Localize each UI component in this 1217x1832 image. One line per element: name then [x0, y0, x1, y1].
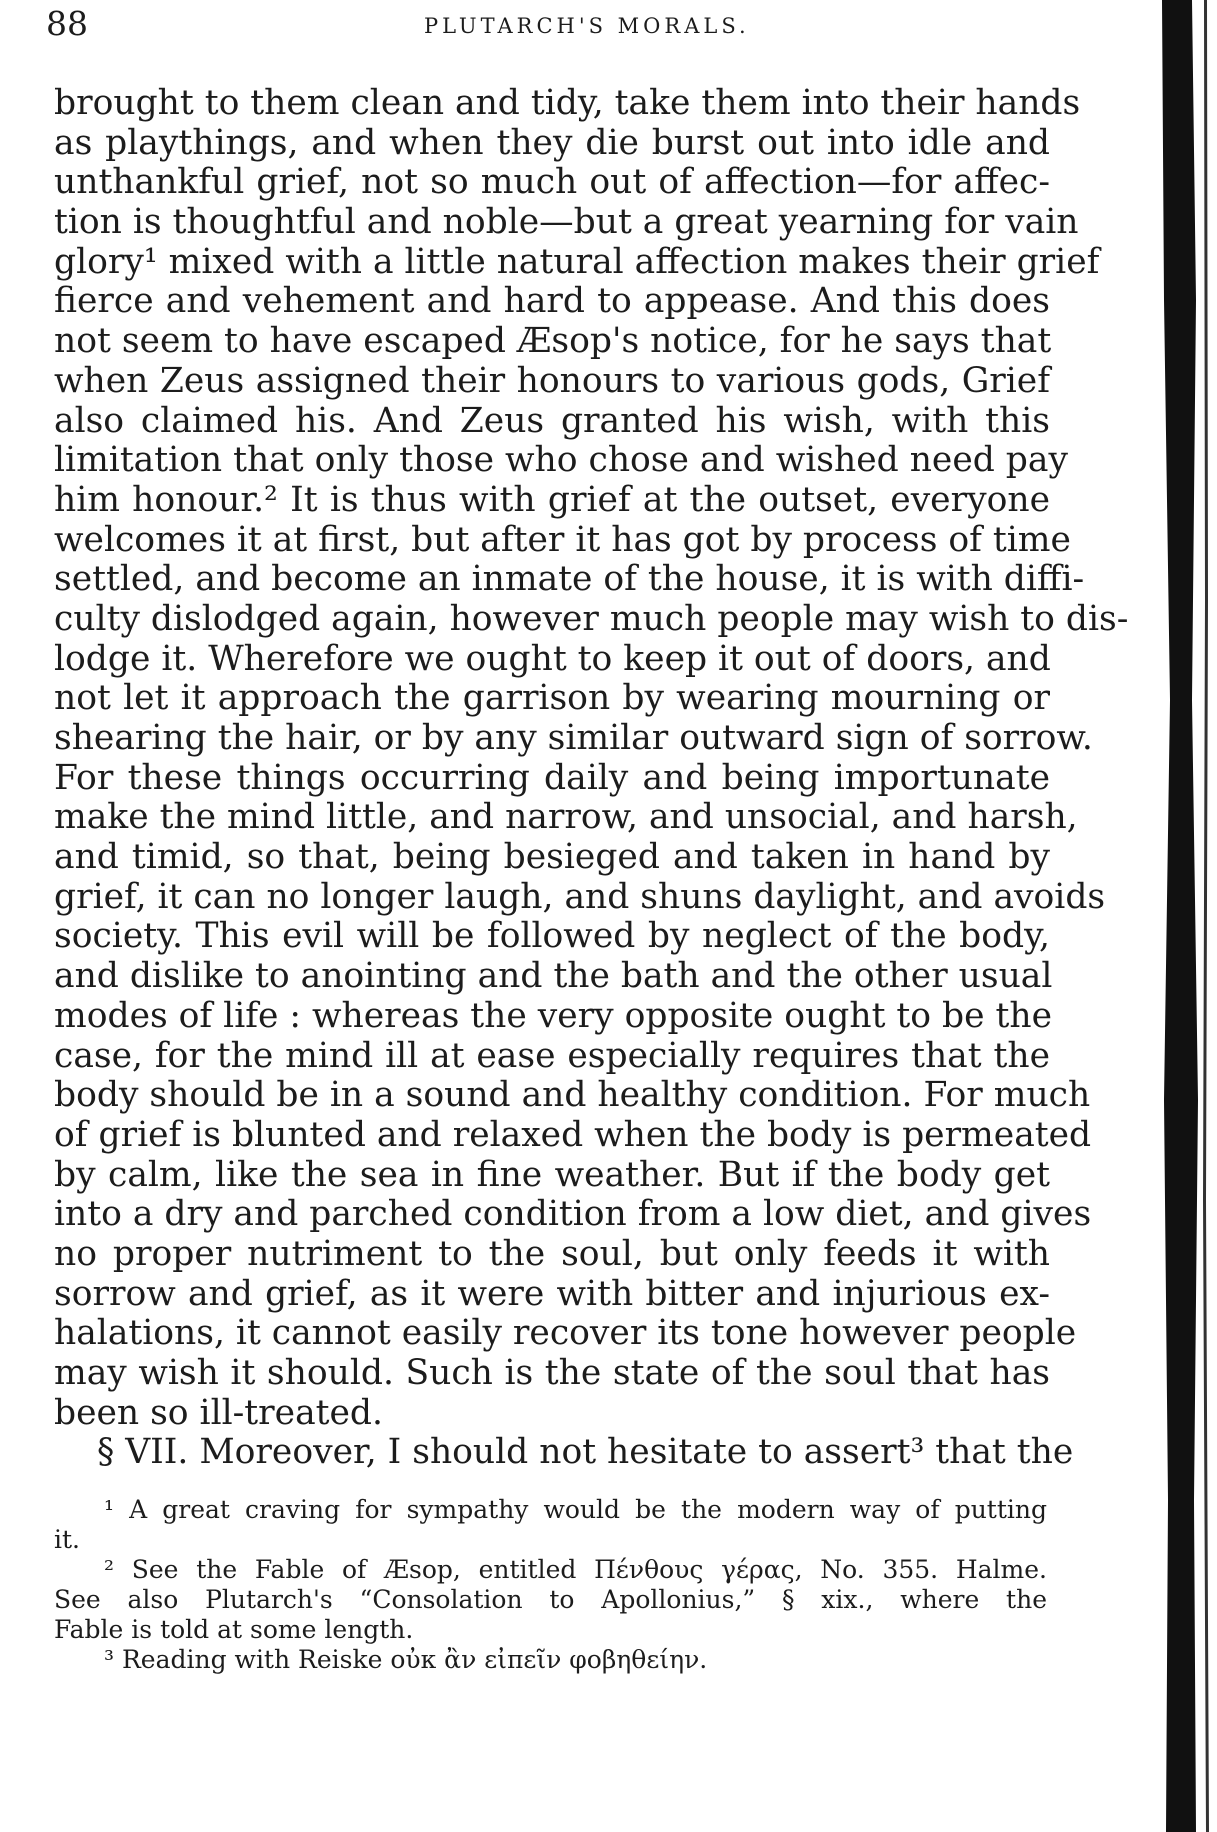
text-line: For these things occurring daily and being importunate — [54, 757, 1050, 798]
text-line: limitation that only those who chose and wished need pay — [54, 440, 1068, 481]
text-line: lodge it. Wherefore we ought to keep it out of doors, and — [54, 638, 1051, 679]
text-line: him honour.² It is thus with grief at the outset, everyone — [54, 479, 1050, 520]
page-number: 88 — [46, 4, 88, 43]
text-line: no proper nutriment to the soul, but only feeds it with — [54, 1233, 1050, 1274]
text-line: and dislike to anointing and the bath and the other usual — [54, 956, 1053, 997]
text-line: fierce and vehement and hard to appease. And this does — [54, 281, 1050, 322]
binding-shadow — [1152, 0, 1217, 1832]
text-line: and timid, so that, being besieged and taken in hand by — [54, 837, 1050, 878]
text-line: may wish it should. Such is the state of the soul that has — [54, 1353, 1050, 1393]
text-line: culty dislodged again, however much people may wish to dis- — [54, 598, 1129, 639]
text-line: brought to them clean and tidy, take them into their hands — [54, 83, 1081, 123]
text-line: as playthings, and when they die burst out into idle and — [54, 122, 1050, 163]
text-line: modes of life : whereas the very opposite ought to be the — [54, 995, 1053, 1036]
section-line: § VII. Moreover, I should not hesitate to assert³ that the — [97, 1432, 1074, 1473]
running-title: PLUTARCH'S MORALS. — [424, 14, 750, 38]
text-line: case, for the mind ill at ease especially requires that the — [54, 1035, 1050, 1076]
footnote-line: it. — [54, 1525, 80, 1554]
text-line: make the mind little, and narrow, and unsocial, and harsh, — [54, 797, 1078, 838]
footnote-line: ¹ A great craving for sympathy would be the modern way of putting — [104, 1495, 1047, 1524]
text-line: been so ill-treated. — [54, 1392, 383, 1433]
text-line: unthankful grief, not so much out of affection—for affec- — [54, 162, 1050, 203]
text-line: not let it approach the garrison by wearing mourning or — [54, 678, 1050, 719]
text-line: body should be in a sound and healthy condition. For much — [54, 1075, 1091, 1116]
text-line: tion is thoughtful and noble—but a great yearning for vain — [54, 202, 1079, 243]
text-line: settled, and become an inmate of the house, it is with diffi- — [54, 559, 1085, 600]
text-line: into a dry and parched condition from a low diet, and gives — [54, 1194, 1092, 1235]
text-line: grief, it can no longer laugh, and shuns daylight, and avoids — [54, 876, 1106, 917]
footnote-line: See also Plutarch's “Consolation to Apollonius,” § xix., where the — [54, 1585, 1047, 1614]
text-line: not seem to have escaped Æsop's notice, for he says that — [54, 321, 1052, 362]
text-line: society. This evil will be followed by neglect of the body, — [54, 916, 1050, 957]
text-line: halations, it cannot easily recover its tone however people — [54, 1313, 1077, 1354]
text-line: of grief is blunted and relaxed when the body is permeated — [54, 1114, 1092, 1155]
text-line: also claimed his. And Zeus granted his wish, with this — [54, 400, 1050, 441]
footnotes — [54, 1495, 1047, 1675]
footnote-line: ³ Reading with Reiske οὐκ ἂν εἰπεῖν φοβηθείην. — [104, 1645, 708, 1674]
text-line: shearing the hair, or by any similar outward sign of sorrow. — [54, 718, 1093, 758]
text-line: welcomes it at first, but after it has got by process of time — [54, 519, 1071, 560]
text-line: glory¹ mixed with a little natural affection makes their grief — [54, 241, 1100, 282]
text-line: when Zeus assigned their honours to various gods, Grief — [54, 360, 1050, 401]
footnote-line: ² See the Fable of Æsop, entitled Πένθους γέρας, No. 355. Halme. — [104, 1555, 1047, 1584]
page-header — [46, 4, 1156, 48]
footnote-line: Fable is told at some length. — [54, 1615, 414, 1644]
text-line: sorrow and grief, as it were with bitter and injurious ex- — [54, 1273, 1050, 1314]
text-line: by calm, like the sea in fine weather. But if the body get — [54, 1154, 1050, 1195]
body-text — [54, 83, 1129, 1473]
